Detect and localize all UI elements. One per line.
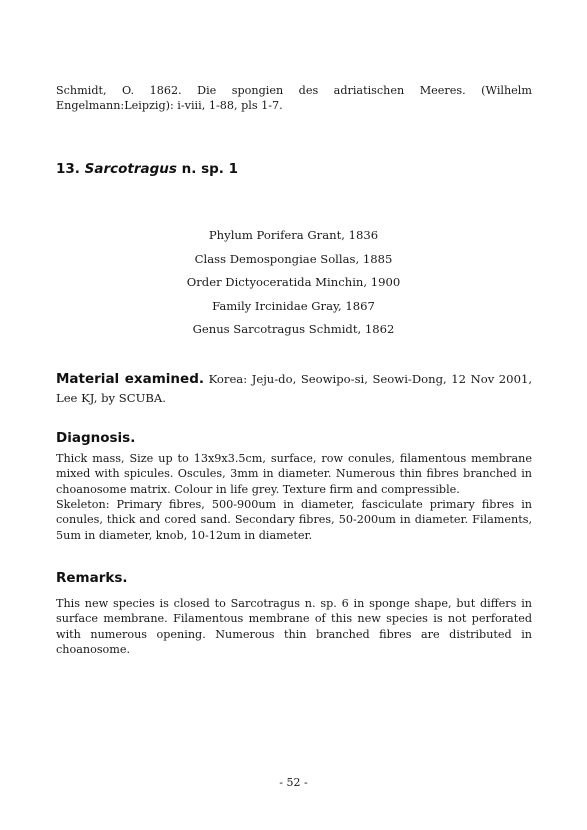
taxonomy-phylum: Phylum Porifera Grant, 1836 <box>208 228 379 242</box>
taxonomy-genus: Genus Sarcotragus Schmidt, 1862 <box>192 322 395 336</box>
species-rest: n. sp. 1 <box>181 161 239 177</box>
taxonomy-class: Class Demospongiae Sollas, 1885 <box>194 251 393 266</box>
material-label: Material examined. <box>56 371 204 387</box>
species-number: 13. <box>56 161 80 177</box>
material-examined <box>56 370 532 408</box>
diagnosis-paragraph-1: Thick mass, Size up to 13x9x3.5cm, surface, row conules, filamentous membrane mixed with spicules. Oscules, 3mm in diameter. Numerous thin fibres branched in choanosome matrix. Colour in life grey. Texture firm and compressible. <box>56 452 532 496</box>
taxonomy-order: Order Dictyoceratida Minchin, 1900 <box>186 275 401 289</box>
remarks-paragraph: This new species is closed to Sarcotragus n. sp. 6 in sponge shape, but differs in surface membrane. Filamentous membrane of this new species is not perforated with numerous opening. Numerous thin branched fibres are distributed in choanosome. <box>56 597 532 656</box>
taxonomy-family: Family Ircinidae Gray, 1867 <box>212 298 375 313</box>
species-genus: Sarcotragus <box>84 161 177 177</box>
taxonomy-block <box>0 224 587 342</box>
diagnosis-paragraph-2: Skeleton: Primary fibres, 500-900um in diameter, fasciculate primary fibres in conules, thick and cored sand. Secondary fibres, 50-200um in diameter. Filaments, 5um in diameter, knob, 10-12um in diameter. <box>56 498 532 542</box>
remarks-title: Remarks. <box>56 570 128 586</box>
species-heading <box>56 161 238 177</box>
reference-entry: Schmidt, O. 1862. Die spongien des adriatischen Meeres. (Wilhelm Engelmann:Leipzig): i-viii, 1-88, pls 1-7. <box>56 84 532 112</box>
diagnosis-title: Diagnosis. <box>56 430 136 446</box>
page-number: - 52 - <box>279 776 308 789</box>
material-text: Korea: Jeju-do, Seowipo-si, Seowi-Dong, 12 Nov 2001, Lee KJ, by SCUBA. <box>56 372 533 405</box>
